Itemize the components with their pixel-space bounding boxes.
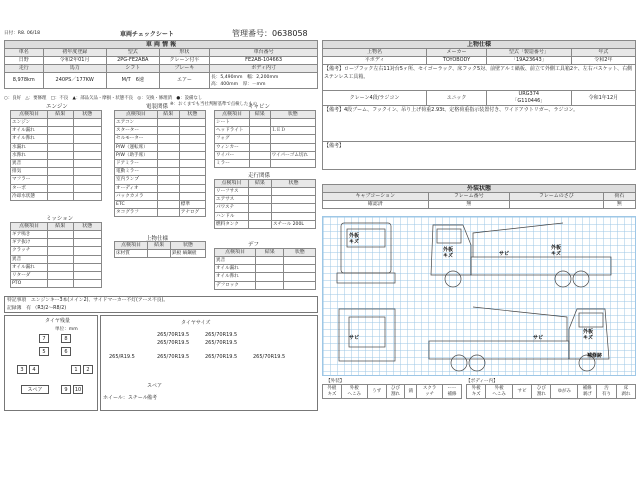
cabin-item-note [270,119,315,127]
mission-head-2: 状態 [73,223,101,231]
electric-item-note [179,184,205,192]
mission-item-result[interactable] [47,255,73,263]
legend-body-3: ひび 割れ [532,385,551,399]
electric-item-label: 室内ランプ [115,176,158,184]
running-item-result[interactable] [248,212,271,220]
electric-item-note: アナログ [179,209,205,217]
electric-head-1: 結果 [157,111,179,119]
tire-10[interactable]: 10 [74,387,82,393]
engine-head-0: 点検項目 [11,111,48,119]
running-head-1: 結果 [248,180,271,188]
engine-item-result[interactable] [47,184,73,192]
engine-item-label: ターボ [11,184,48,192]
diff-title: デフ [248,242,260,248]
val-maker: TOYOBODY [427,57,487,65]
electric-item-result[interactable] [157,192,179,200]
legend-ext-0: 外板 キズ [323,385,342,399]
damage-rear[interactable]: サビ [349,335,360,341]
ext-legend-table [322,384,462,399]
cabin-item-label: ウィンカー [215,143,250,151]
engine-item-note [73,151,101,159]
electric-item-note [179,127,205,135]
running-item-note [271,212,315,220]
damage-side-cab[interactable]: 外板 キズ [443,247,454,259]
cabin-item-result[interactable] [249,119,270,127]
engine-item-label: 異音 [11,159,48,167]
tire-spare[interactable]: スペア [21,385,49,394]
legend-body-6: 汚 有り [597,385,616,399]
cabin-item-note [270,135,315,143]
legend-body-1: 外板 へこみ [486,385,513,399]
electric-item-label: P/W（助手席） [115,151,158,159]
diff-item-result[interactable] [256,273,284,281]
electric-item-note [179,151,205,159]
cabin-item-note: ＬＥＤ [270,127,315,135]
mission-item-label: ギア鳴き [11,231,48,239]
engine-item-note [73,143,101,151]
damage-front-cab[interactable]: 外板 キズ [349,233,360,245]
engine-title: エンジン [46,104,68,110]
tire-size-1: 265/70R19.5 [157,332,190,338]
electric-item-label: 電動ミラー [115,168,158,176]
mission-item-note [73,263,101,271]
cabin-item-label: フォグ [215,135,250,143]
diff-item-note [284,273,316,281]
electric-item-label: バックカメラ [115,192,158,200]
wheel-label: ホイール：スチール [103,395,148,401]
engine-item-note [73,159,101,167]
electric-item-result[interactable] [157,168,179,176]
col-brake: ブレーキ [159,65,209,73]
col-maker: メーカー [427,49,487,57]
engine-item-result[interactable] [47,151,73,159]
electric-item-result[interactable] [157,200,179,208]
electric-item-label: P/W（運転席） [115,143,158,151]
engine-item-label: 水滲れ [11,151,48,159]
cabin-item-label: ワイパー [215,151,250,159]
mission-item-result[interactable] [47,263,73,271]
mission-item-label: ギア抜け [11,239,48,247]
val-body-dims: 長：5,490mm 幅：2,200mm 高：400mm 厚：－mm [210,73,318,89]
val-frame-no: 無 [428,201,509,209]
val-shape: クレーン付平 [159,57,209,65]
engine-item-label: 排気 [11,168,48,176]
running-item-result[interactable] [248,196,271,204]
diff-item-label: 異音 [215,257,256,265]
col-shift: シフト [106,65,159,73]
tire-size-title: タイヤサイズ [181,320,211,326]
diff-head-2: 状態 [284,249,316,257]
val-upper-name: 平ボディ [323,57,427,65]
electric-item-result[interactable] [157,127,179,135]
upper-remark-2: 【備考】4段ブーム、フックイン、吊り上げ荷重2.93t、定格荷重指示装置付き、ワイドアウトリガー、ラジコン。 [323,106,636,142]
running-item-label: ハンドル [215,212,249,220]
mission-item-label: オイル漏れ [11,263,48,271]
diff-head-1: 結果 [256,249,284,257]
tire-note-label: 備考 [147,395,158,401]
col-year: 年式 [571,49,635,57]
vehicle-info-table [4,40,318,89]
val-crane-maker: ユニック [427,91,487,106]
electric-item-result[interactable] [157,176,179,184]
upper-spec-title: 上物仕様 [323,41,636,49]
wheel-rear2-top [573,271,589,287]
upper-remark-1: 【備考】ロープフック左右11対台5ヶ所、セイゴーラック、床フック5対、前壁アルミ縞板、前立て外側工具箱2ケ、左右バスケット、右側ステンレス工具箱。 [323,65,636,91]
cabin-item-result[interactable] [249,127,270,135]
engine-item-note [73,184,101,192]
sheet-title: 車両チェックシート [120,31,174,38]
upper-item-result[interactable] [148,250,171,258]
mission-item-note [73,247,101,255]
mission-item-note [73,231,101,239]
col-load: 荷石 [603,193,635,201]
engine-item-note [73,119,101,127]
cabin-table [214,110,316,168]
running-item-result[interactable] [248,220,271,228]
upper-remark-3: 【備考】 [323,142,636,170]
tire-size-6: 265/70R19.5 [157,354,190,360]
cabin-item-note [270,159,315,167]
engine-item-result[interactable] [47,159,73,167]
legend-note: ※：おくまでも当社判断基準で点検したもの [170,102,258,107]
mission-head-0: 点検項目 [11,223,48,231]
engine-item-result[interactable] [47,135,73,143]
mgmt-number: 管理番号：0638058 [232,29,308,38]
cabin-item-note: ワイパーゴム切れ [270,151,315,159]
mission-item-label: PTO [11,280,48,288]
upper-head-0: 点検項目 [115,242,148,250]
legend-line: ○：良好 △：要修理 □：不良 ▲：部品欠品・摩損・状態不良 ◎：交換・修理済 ●：設備なし [4,96,203,101]
cabin-item-label: シート [215,119,250,127]
legend-ext-6: ーー 補修 [443,385,462,399]
col-cab-caution: キャブコーション [323,193,429,201]
mission-item-result[interactable] [47,239,73,247]
legend-body-0: 外板 キズ [467,385,486,399]
col-car-name: 車名 [5,49,44,57]
tire-7[interactable]: 7 [39,334,49,343]
val-crane-name: クレーン4段/ラジコン [323,91,427,106]
mission-item-result[interactable] [47,271,73,279]
col-chassis: 車台番号 [210,49,318,57]
running-title: 走行関係 [248,173,271,179]
diff-item-label: オイル滲れ [215,273,256,281]
tire-spare-title: スペア [147,383,163,389]
body-legend-table [466,384,636,399]
electric-item-result[interactable] [157,119,179,127]
running-item-note [271,188,315,196]
col-first-reg: 初年度登録 [43,49,106,57]
diff-item-note [284,281,316,289]
cabin-item-result[interactable] [249,135,270,143]
electric-item-note [179,119,205,127]
val-shift: M/T 6速 [106,73,159,89]
engine-item-label: オイル滲れ [11,135,48,143]
val-chassis: FE2AB-104663 [210,57,318,65]
electric-head-0: 点検項目 [115,111,158,119]
truck-diagram[interactable] [322,216,636,376]
electric-item-label: ETC [115,200,158,208]
tire-size-2: 265/70R19.5 [205,332,238,338]
diff-head-0: 点検項目 [215,249,256,257]
mission-item-note [73,239,101,247]
electric-table [114,110,206,217]
cabin-item-result[interactable] [249,143,270,151]
engine-item-result[interactable] [47,143,73,151]
electric-item-note [179,168,205,176]
cabin-item-note [270,143,315,151]
electric-item-result[interactable] [157,135,179,143]
engine-item-result[interactable] [47,127,73,135]
tire-size-5: 265/R19.5 [109,354,135,360]
cabin-item-result[interactable] [249,151,270,159]
engine-item-result[interactable] [47,168,73,176]
tire-2[interactable]: 2 [83,365,93,374]
mission-head-1: 結果 [47,223,73,231]
electric-item-label: スターター [115,127,158,135]
diff-item-result[interactable] [256,281,284,289]
front-cab-outline [341,223,391,273]
front-bumper [337,273,395,283]
diff-item-label: デフロック [215,281,256,289]
mission-item-note [73,280,101,288]
mission-item-result[interactable] [47,280,73,288]
electric-item-note [179,135,205,143]
val-cab-caution: 確認済 [323,201,429,209]
diff-item-label: オイル漏れ [215,265,256,273]
engine-item-label: マフラー [11,176,48,184]
legend-body-4: ゆがみ [551,385,578,399]
col-body-dims: ボディ内寸 [210,65,318,73]
running-item-label: エアサス [215,196,249,204]
electric-item-note [179,159,205,167]
diff-item-note [284,257,316,265]
mission-item-result[interactable] [47,247,73,255]
engine-item-note [73,127,101,135]
running-item-label: 燃料タンク [215,220,249,228]
tire-size-7: 265/70R19.5 [205,354,238,360]
running-head-2: 状態 [271,180,315,188]
engine-item-note [73,135,101,143]
side2-crane-boom [473,307,567,341]
electric-item-result[interactable] [157,159,179,167]
vehicle-section-title: 車 両 情 報 [5,41,318,49]
upper-item-label: 床材質 [115,250,148,258]
mission-table [10,222,102,288]
engine-item-label: オイル漏れ [11,127,48,135]
electric-item-label: オーディオ [115,184,158,192]
running-table [214,179,316,229]
legend-ext-1: 外板 へこみ [341,385,367,399]
tire-unit: 単位：mm [55,327,78,332]
damage-side2-bed[interactable]: サビ [533,335,544,341]
running-head-0: 点検項目 [215,180,249,188]
tire-9[interactable]: 9 [61,385,71,394]
side2-bed [429,341,569,359]
electric-item-result[interactable] [157,143,179,151]
tire-6[interactable]: 6 [61,347,71,356]
damage-side-bed-rust[interactable]: サビ [499,251,510,257]
val-car-name: 日野 [5,57,44,65]
electric-item-result[interactable] [157,151,179,159]
mission-item-note [73,271,101,279]
damage-side-bed-scratch[interactable]: 外板 キズ [551,245,562,257]
wheel-rear-top [555,271,571,287]
mission-title: ミッション [46,216,74,222]
val-power: 240PS／177KW [43,73,106,89]
remarks-left: 特記事項 エンジンキー3本(メイン2)、サイドマーカー不灯(アース不良)。 記録簿 有 （R3/2～R8/2) [4,296,318,313]
upper-title: 上物仕様 [146,236,169,242]
engine-item-result[interactable] [47,119,73,127]
legend-ext-4: 錆 [405,385,417,399]
wheel-rear-bottom [469,355,485,371]
col-mileage: 走行 [5,65,44,73]
tire-5[interactable]: 5 [39,347,49,356]
tire-size-8: 265/70R19.5 [253,354,286,360]
tire-size-4: 265/70R19.5 [205,340,238,346]
col-model-serial: 型式「製造番号」 [486,49,571,57]
tire-1[interactable]: 1 [71,365,81,374]
col-shape: 形状 [159,49,209,57]
tire-4[interactable]: 4 [29,365,39,374]
running-item-note: スチール 200L [271,220,315,228]
val-mileage: 8,978km [5,73,44,89]
date-label: 日付：R8. 06/18 [4,31,41,36]
tire-size-box [100,315,318,411]
electric-item-note [179,192,205,200]
col-power: 馬力 [43,65,106,73]
running-item-note [271,196,315,204]
cabin-item-label: ヘッドライト [215,127,250,135]
engine-item-result[interactable] [47,176,73,184]
rear-panel [349,317,385,347]
cabin-item-label: ミラー [215,159,250,167]
wheel-front-top [445,271,461,287]
body-legend-title: 【ボディー内】 [466,379,498,384]
upper-item-note: 鉄板 縞鋼板 [171,250,206,258]
mission-item-label: クラッチ [11,247,48,255]
val-crane-year: 令和1年12月 [571,91,635,106]
electric-item-result[interactable] [157,209,179,217]
side2-window [579,313,603,327]
electric-title: 電装関係 [146,104,169,110]
val-frame-rust [509,201,603,209]
cabin-head-0: 点検項目 [215,111,250,119]
diff-item-note [284,265,316,273]
running-item-result[interactable] [248,204,271,212]
engine-item-result[interactable] [47,192,73,200]
tire-remain-box [4,315,98,411]
legend-body-2: サビ [512,385,531,399]
mission-item-label: 異音 [11,255,48,263]
col-upper-name: 上物名 [323,49,427,57]
electric-item-label: セルモーター [115,135,158,143]
legend-body-5: 補修 剥げ [578,385,597,399]
tire-remain-title: タイヤ残量 [45,318,70,324]
engine-table [10,110,102,201]
engine-item-note [73,176,101,184]
cabin-item-result[interactable] [249,159,270,167]
ext-legend-title: 【外装】 [326,379,345,384]
engine-head-2: 状態 [73,111,101,119]
col-frame-rust: フレームのさび [509,193,603,201]
electric-item-label: ドアミラー [115,159,158,167]
wheel-rear2-bottom [451,355,467,371]
side-window [437,229,461,243]
diff-item-result[interactable] [256,257,284,265]
electric-head-2: 状態 [179,111,205,119]
electric-item-note [179,143,205,151]
electric-item-label: エアコン [115,119,158,127]
mission-item-result[interactable] [47,231,73,239]
val-brake: エアー [159,73,209,89]
mission-item-note [73,255,101,263]
val-first-reg: 令和2年01月 [43,57,106,65]
diff-table [214,248,316,290]
upper-head-1: 結果 [148,242,171,250]
diff-item-result[interactable] [256,265,284,273]
upper-head-2: 状態 [171,242,206,250]
exterior-title: 外装状態 [323,185,636,193]
exterior-table [322,184,636,209]
engine-item-note [73,168,101,176]
engine-item-label: 冷却水状態 [11,192,48,200]
tire-size-3: 265/70R19.5 [157,340,190,346]
cabin-head-1: 結果 [249,111,270,119]
col-frame-no: フレーム番号 [428,193,509,201]
val-serial: 「19A23643」 [486,57,571,65]
tire-3[interactable]: 3 [17,365,27,374]
val-load: 無 [603,201,635,209]
running-item-result[interactable] [248,188,271,196]
upper-table [114,241,206,258]
mission-item-label: リターダ [11,271,48,279]
legend-ext-3: ひび 割れ [386,385,405,399]
cabin-title: キャビン [248,104,271,110]
upper-spec-table [322,40,636,170]
electric-item-note [179,176,205,184]
running-item-label: リーフサス [215,188,249,196]
side-bed [471,257,611,275]
legend-body-7: 床 剥れ [616,385,635,399]
damage-side2-cab[interactable]: 外板 キズ [583,329,594,341]
val-year: 令和2年 [571,57,635,65]
tire-8[interactable]: 8 [61,334,71,343]
engine-item-label: エンジン [11,119,48,127]
engine-head-1: 結果 [47,111,73,119]
damage-side2-repair[interactable]: 補修跡 [587,353,603,359]
legend-ext-5: スクラ ッチ [417,385,443,399]
val-model: 2PG-FE2ABA [106,57,159,65]
side-crane-boom [473,223,563,257]
legend-ext-2: うず [367,385,386,399]
val-crane-model: URG374 「G110446」 [486,91,571,106]
engine-item-label: 水漏れ [11,143,48,151]
electric-item-note: 標準 [179,200,205,208]
cabin-head-2: 状態 [270,111,315,119]
engine-item-note [73,192,101,200]
electric-item-result[interactable] [157,184,179,192]
electric-item-label: タコグラフ [115,209,158,217]
running-item-label: パワステ [215,204,249,212]
running-item-note [271,204,315,212]
col-model: 型式 [106,49,159,57]
